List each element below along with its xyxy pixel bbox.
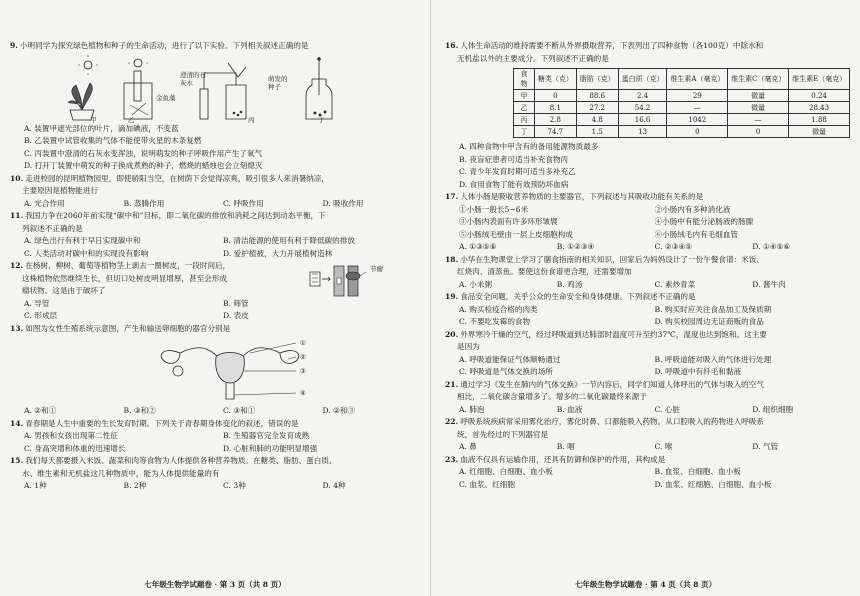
table-cell: 28.43 xyxy=(789,102,850,114)
table-header: 维生素C（毫克） xyxy=(728,69,789,90)
question-22-stem-cont: 统，首先经过的下列器官是 xyxy=(457,429,549,439)
option-a[interactable]: A. ①③⑤⑥ xyxy=(459,242,497,251)
table-row xyxy=(514,90,850,102)
option-a[interactable]: A. 装置甲遮光部位的叶片，滴加碘液，不变蓝 xyxy=(24,123,179,133)
option-a[interactable]: A. 四种食物中甲含有的备用能源物质最多 xyxy=(459,142,599,151)
mark-2: ② xyxy=(300,353,306,361)
statement-item: ⑤小肠绒毛壁由一层上皮细胞构成 xyxy=(459,229,573,239)
option-c[interactable]: C. 3种 xyxy=(223,481,246,490)
option-d[interactable]: D. 心脏和肺的功能明显增强 xyxy=(223,443,318,453)
option-a[interactable]: A. 绿色出行有利于早日实现碳中和 xyxy=(24,236,141,245)
option-c[interactable]: C. 青少年发育时期可适当多补充乙 xyxy=(459,167,576,176)
option-c[interactable]: C. 心脏 xyxy=(654,404,681,414)
table-cell: 微量 xyxy=(728,102,789,114)
option-b[interactable]: B. 购买时应关注食品加工及保质期 xyxy=(654,304,772,314)
table-cell: 丙 xyxy=(514,114,535,126)
question-22-stem: 22. 呼吸系统疾病常采用雾化治疗，雾化时鼻、口都能吸入药物。从口腔吸入的药物进入呼吸系 xyxy=(445,417,764,426)
label-bing: 丙 xyxy=(248,115,255,124)
question-13-stem: 13. 如图为女性生殖系统示意图，产生和输送卵细胞的器官分别是 xyxy=(10,323,231,333)
question-19-options xyxy=(445,304,850,329)
table-cell: 88.6 xyxy=(576,90,618,102)
table-cell: 甲 xyxy=(514,90,535,102)
table-cell: — xyxy=(667,102,728,114)
option-b[interactable]: B. 呼吸道能对吸入的气体进行处理 xyxy=(654,354,772,364)
statement-item: ③小肠内表面有许多环形皱襞 xyxy=(459,217,558,226)
option-a[interactable]: A. 光合作用 xyxy=(24,198,65,208)
option-c[interactable]: C. 呼吸道是气体交换的场所 xyxy=(459,367,553,376)
option-c[interactable]: C. ②③④⑤ xyxy=(654,242,693,251)
question-15-options xyxy=(10,480,422,493)
statement-item: ②小肠内有多种消化液 xyxy=(654,204,731,214)
table-cell: 4.8 xyxy=(576,114,618,126)
experiment-figure xyxy=(10,53,422,123)
table-cell: 0 xyxy=(534,90,576,102)
option-c[interactable]: C. 形成层 xyxy=(24,311,58,320)
table-cell: 微量 xyxy=(728,90,789,102)
option-b[interactable]: B. 乙装置中试管收集的气体不能使带火星的木条复燃 xyxy=(24,136,202,145)
option-b[interactable]: B. 血液 xyxy=(556,404,583,414)
option-d[interactable]: D. 酱牛肉 xyxy=(752,279,786,289)
question-14-options xyxy=(10,430,422,455)
option-b[interactable]: B. 鸡汤 xyxy=(556,279,583,289)
table-header: 糖类（克） xyxy=(534,69,576,90)
option-a[interactable]: A. 购买检疫合格的肉类 xyxy=(459,304,538,314)
question-17-statements xyxy=(445,204,850,242)
page-footer: 七年级生物学试题卷 · 第 4 页（共 8 页） xyxy=(574,580,717,589)
question-12-block xyxy=(10,260,422,298)
option-a[interactable]: A. 导管 xyxy=(24,298,50,308)
question-11-stem: 11. 我国力争在2060年前实现“碳中和”目标，即二氧化碳的排放和消耗之间达到动态平衡，下 xyxy=(10,211,326,220)
table-cell: 13 xyxy=(618,126,667,138)
question-12-options xyxy=(10,298,422,323)
question-21-options xyxy=(445,404,850,417)
female-reproductive-figure xyxy=(10,335,422,405)
table-cell: 27.2 xyxy=(576,102,618,114)
table-header: 脂肪（克） xyxy=(576,69,618,90)
question-11-stem-cont: 列叙述不正确的是 xyxy=(22,223,83,233)
label-germinating-seeds: 萌发的种子 xyxy=(268,74,288,91)
question-12-stem-cont: 这株植物依然继续生长，但切口处树皮明显增厚，甚至会形成 xyxy=(22,273,228,283)
question-9-options xyxy=(10,123,422,173)
question-11-options xyxy=(10,235,422,260)
question-13-options xyxy=(10,405,422,418)
option-c[interactable]: C. 不要吃发霉的食物 xyxy=(459,317,531,326)
question-16-options xyxy=(445,141,850,191)
question-20-stem-cont: 是因为 xyxy=(457,342,480,351)
option-c[interactable]: C. 喉 xyxy=(654,442,673,451)
table-row xyxy=(514,126,850,138)
statement-item: ④小肠中有能分泌肠液的肠腺 xyxy=(654,217,754,226)
exam-page-4 xyxy=(430,0,860,596)
question-17-stem: 17. 人体小肠是吸收营养物质的主要器官，下列叙述与其吸收功能有关系的是 xyxy=(445,192,704,201)
question-18-stem-cont: 红烧肉、清蒸鱼。要使这份食谱更合理，还需要增加 xyxy=(457,267,632,276)
table-cell: 16.6 xyxy=(618,114,667,126)
option-b[interactable]: B. 筛管 xyxy=(223,298,249,308)
label-limewater: 澄清的石灰水 xyxy=(180,70,206,87)
option-a[interactable]: A. 呼吸道能保证气体顺畅通过 xyxy=(459,354,561,364)
option-d[interactable]: D. 表皮 xyxy=(223,311,249,320)
question-16-stem-cont: 无机盐以外的主要成分。下列叙述不正确的是 xyxy=(457,53,609,63)
table-cell: 微量 xyxy=(789,126,850,138)
option-b[interactable]: B. 清洁能源的使用有利于降低碳的排放 xyxy=(223,236,355,245)
question-15-stem-cont: 水、维生素和无机盐这几种物质中，能为人体提供能量的有 xyxy=(22,468,220,478)
mark-1: ① xyxy=(300,339,306,347)
question-14-stem: 14. 青春期是人生中重要的生长发育时期。下列关于青春期身体变化的叙述，错误的是 xyxy=(10,418,299,428)
option-b[interactable]: B. ③和② xyxy=(123,406,156,415)
option-d[interactable]: D. ②和③ xyxy=(322,406,356,415)
question-15-stem: 15. 我们每天都要摄入米饭、蔬菜和肉等食物为人体提供各种营养物质。在糖类、脂肪、蛋白质、 xyxy=(10,456,337,465)
option-b[interactable]: B. 生殖器官完全发育成熟 xyxy=(223,431,310,440)
table-cell: 2.4 xyxy=(618,90,667,102)
option-d[interactable]: D. 食用食物丁能有效预防坏血病 xyxy=(459,179,569,189)
option-d[interactable]: D. ①④⑤⑥ xyxy=(752,242,791,251)
mark-3: ③ xyxy=(300,367,306,375)
option-c[interactable]: C. ③和① xyxy=(223,406,256,415)
statement-item: ⑥小肠绒毛内有毛细血管 xyxy=(654,229,739,239)
question-20-options xyxy=(445,354,850,379)
stem-girdling-illustration xyxy=(308,264,378,298)
question-17-options xyxy=(445,241,850,254)
table-cell: 0 xyxy=(728,126,789,138)
question-21-stem: 21. 通过学习《发生在肺内的气体交换》一节内容后，同学们知道人体呼出的气体与吸入的空气 xyxy=(445,379,764,389)
option-d[interactable]: D. 4种 xyxy=(322,481,346,490)
option-a[interactable]: A. 1种 xyxy=(24,481,47,490)
food-nutrient-table xyxy=(513,68,850,138)
option-c[interactable]: C. 身高突增和体重的迅速增长 xyxy=(24,443,126,453)
table-header-row xyxy=(514,69,850,90)
option-a[interactable]: A. 红细胞、白细胞、血小板 xyxy=(459,467,553,476)
table-cell: 乙 xyxy=(514,102,535,114)
option-d[interactable]: D. 打开丁装置中萌发的种子换成煮熟的种子，燃烧的蜡烛也会立刻熄灭 xyxy=(24,161,263,170)
question-10-stem: 10. 走进校园的昆明植物园里，即使骄阳当空，在树荫下会觉得凉爽，吸引很多人来消暑纳凉， xyxy=(10,173,329,183)
table-cell: 丁 xyxy=(514,126,535,138)
question-19-stem: 19. 食品安全问题，关乎公众的生命安全和身体健康。下列叙述不正确的是 xyxy=(445,292,696,301)
question-9-stem: 9. 小明同学为探究绿色植物和种子的生命活动，进行了以下实验。下列相关叙述正确的是 xyxy=(10,41,309,50)
option-d[interactable]: D. 血浆、红细胞、白细胞、血小板 xyxy=(654,479,772,489)
table-cell: 1.88 xyxy=(789,114,850,126)
table-header: 维生素A（毫克） xyxy=(667,69,728,90)
option-b[interactable]: B. 夜盲症患者可适当补充食物丙 xyxy=(459,154,569,164)
question-23-options xyxy=(445,466,850,491)
label-ding: 丁 xyxy=(318,115,325,124)
option-c[interactable]: C. 呼吸作用 xyxy=(223,198,264,208)
page-footer: 七年级生物学试题卷 · 第 3 页（共 8 页） xyxy=(144,580,286,589)
table-cell: 1042 xyxy=(667,114,728,126)
table-cell: 2.8 xyxy=(534,114,576,126)
option-a[interactable]: A. 男孩和女孩出现第二性征 xyxy=(24,431,118,440)
table-cell: 8.1 xyxy=(534,102,576,114)
option-a[interactable]: A. 鼻 xyxy=(459,442,477,451)
table-cell: — xyxy=(728,114,789,126)
option-d[interactable]: D. 呼吸道中有纤毛和黏液 xyxy=(654,367,742,376)
question-22-options xyxy=(445,441,850,454)
option-c[interactable]: C. 丙装置中澄清的石灰水变浑浊，说明萌发的种子呼吸作用产生了氧气 xyxy=(24,148,263,158)
label-aquatic-plant: 金鱼藻 xyxy=(156,93,176,102)
table-cell: 1.5 xyxy=(576,126,618,138)
label-node-tumor: 节瘤 xyxy=(370,265,383,273)
option-b[interactable]: B. 蒸腾作用 xyxy=(123,198,165,208)
experiment-apparatus-illustration xyxy=(50,55,350,123)
question-21-stem-cont: 相比，二氧化碳含量增多了。增多的二氧化碳最终来源于 xyxy=(457,392,647,401)
option-b[interactable]: B. ①②③④ xyxy=(556,242,595,251)
table-cell: 0.24 xyxy=(789,90,850,102)
option-b[interactable]: B. 咽 xyxy=(556,442,575,451)
table-cell: 0 xyxy=(667,126,728,138)
mark-4: ④ xyxy=(300,389,306,397)
option-b[interactable]: B. 2种 xyxy=(123,481,147,490)
question-18-stem: 18. 小华在生物课堂上学习了膳食指南的相关知识，回家后为妈妈设计了一份午餐食谱：米饭、 xyxy=(445,254,764,264)
question-10-options xyxy=(10,198,422,211)
option-d[interactable]: D. 气管 xyxy=(752,442,779,451)
option-d[interactable]: D. 爱护植被，大力开展植树造林 xyxy=(223,248,333,258)
option-d[interactable]: D. 购买校园周边无证商贩的食品 xyxy=(654,317,764,326)
option-a[interactable]: A. ②和① xyxy=(24,406,57,415)
question-12-stem-cont2: 瘤状物。这是由于破坏了 xyxy=(22,286,106,295)
table-cell: 74.7 xyxy=(534,126,576,138)
option-d[interactable]: D. 吸收作用 xyxy=(322,198,364,208)
option-a[interactable]: A. 肺泡 xyxy=(459,404,485,414)
table-row xyxy=(514,102,850,114)
question-12-stem: 12. 在杨树、柳树、葡萄等植物茎上剥去一圈树皮，一段时间后， xyxy=(10,261,231,270)
table-header: 食物 xyxy=(514,69,535,90)
question-18-options xyxy=(445,279,850,292)
question-20-stem: 20. 外界寒冷干燥的空气，经过呼吸道到达肺部时温度可升至约37℃，湿度也达到饱和。这主要 xyxy=(445,329,767,339)
option-c[interactable]: C. 素炒青菜 xyxy=(654,279,696,289)
option-d[interactable]: D. 组织细胞 xyxy=(752,404,794,414)
table-header: 维生素E（毫克） xyxy=(789,69,850,90)
option-c[interactable]: C. 血浆、红细胞 xyxy=(459,479,515,489)
question-16-stem: 16. 人体生命活动的维持需要不断从外界摄取营养，下表列出了四种食物（各100克）中除水和 xyxy=(445,41,764,50)
table-row xyxy=(514,114,850,126)
option-a[interactable]: A. 小米粥 xyxy=(459,279,493,289)
table-header: 蛋白质（克） xyxy=(618,69,667,90)
statement-item: ①小肠一般长5~6米 xyxy=(459,204,529,214)
table-cell: 54.2 xyxy=(618,102,667,114)
option-b[interactable]: B. 血浆、白细胞、血小板 xyxy=(654,467,741,476)
question-10-stem-cont: 主要原因是植物能进行 xyxy=(22,186,98,195)
option-c[interactable]: C. 人类活动对碳中和的实现没有影响 xyxy=(24,248,149,258)
label-jia: 甲 xyxy=(90,115,97,124)
label-yi: 乙 xyxy=(128,115,135,124)
table-cell: 29 xyxy=(667,90,728,102)
question-23-stem: 23. 血液不仅具有运输作用，还具有防御和保护的作用，其构成是 xyxy=(445,454,666,464)
